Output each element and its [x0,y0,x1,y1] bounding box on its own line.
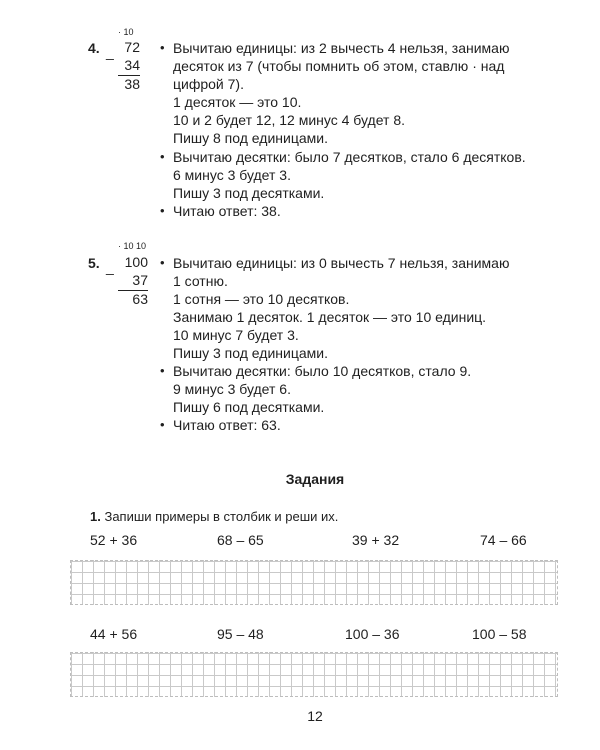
exercise: 74 – 66 [480,532,527,548]
example-4-borrow-marker: · 10 [118,27,134,37]
page-number: 12 [307,708,323,724]
example-4-minuend: 72 [124,39,140,55]
example-4-line: Пишу 3 под десятками. [173,185,325,201]
example-4-line: 6 минус 3 будет 3. [173,167,291,183]
example-5-line: Пишу 3 под единицами. [173,345,328,361]
example-4-line: Читаю ответ: 38. [173,203,281,219]
bullet-icon: • [160,417,165,432]
example-5-line: 10 минус 7 будет 3. [173,327,299,343]
example-4-line: Вычитаю десятки: было 7 десятков, стало 6 десятков. [173,149,526,165]
answer-grid[interactable] [70,560,558,605]
exercise: 52 + 36 [90,532,138,548]
example-5-number: 5. [88,255,100,271]
bullet-icon: • [160,363,165,378]
example-5-line: Пишу 6 под десятками. [173,399,325,415]
example-4-number: 4. [88,40,100,56]
example-4-line: Вычитаю единицы: из 2 вычесть 4 нельзя, занимаю [173,40,510,56]
example-4-line: 1 десяток — это 10. [173,94,302,110]
section-title: Задания [285,471,345,487]
exercise: 68 – 65 [217,532,264,548]
example-5-result: 63 [132,291,148,307]
example-4-result: 38 [124,76,140,92]
example-5-line: Вычитаю единицы: из 0 вычесть 7 нельзя, занимаю [173,255,510,271]
example-5-line: 9 минус 3 будет 6. [173,381,291,397]
example-5-line: 1 сотню. [173,273,228,289]
example-5-line: Читаю ответ: 63. [173,417,281,433]
example-5-line: Занимаю 1 десяток. 1 десяток — это 10 единиц. [173,309,487,325]
task-instruction [90,509,338,524]
example-5-line: Вычитаю десятки: было 10 десятков, стало 9. [173,363,472,379]
bullet-icon: • [160,149,165,164]
exercise: 100 – 58 [472,626,527,642]
exercise: 44 + 56 [90,626,138,642]
example-4-line: цифрой 7). [173,76,244,92]
example-4-line: десяток из 7 (чтобы помнить об этом, ставлю · над [173,58,505,74]
example-5-minuend: 100 [124,254,148,270]
example-4-subtrahend: 34 [124,57,140,73]
bullet-icon: • [160,203,165,218]
example-5-borrow-marker: · 10 10 [118,241,147,251]
example-4-line: Пишу 8 под единицами. [173,130,328,146]
exercise: 39 + 32 [352,532,400,548]
example-4-minus-sign: _ [106,44,114,60]
example-5-subtrahend: 37 [132,272,148,288]
bullet-icon: • [160,40,165,55]
task-number: 1. [90,509,101,524]
example-5-minus-sign: _ [106,259,114,275]
example-5-line: 1 сотня — это 10 десятков. [173,291,350,307]
answer-grid[interactable] [70,652,558,697]
example-4-line: 10 и 2 будет 12, 12 минус 4 будет 8. [173,112,405,128]
bullet-icon: • [160,255,165,270]
exercise: 95 – 48 [217,626,264,642]
exercise: 100 – 36 [345,626,400,642]
task-text: Запиши примеры в столбик и реши их. [104,509,339,524]
